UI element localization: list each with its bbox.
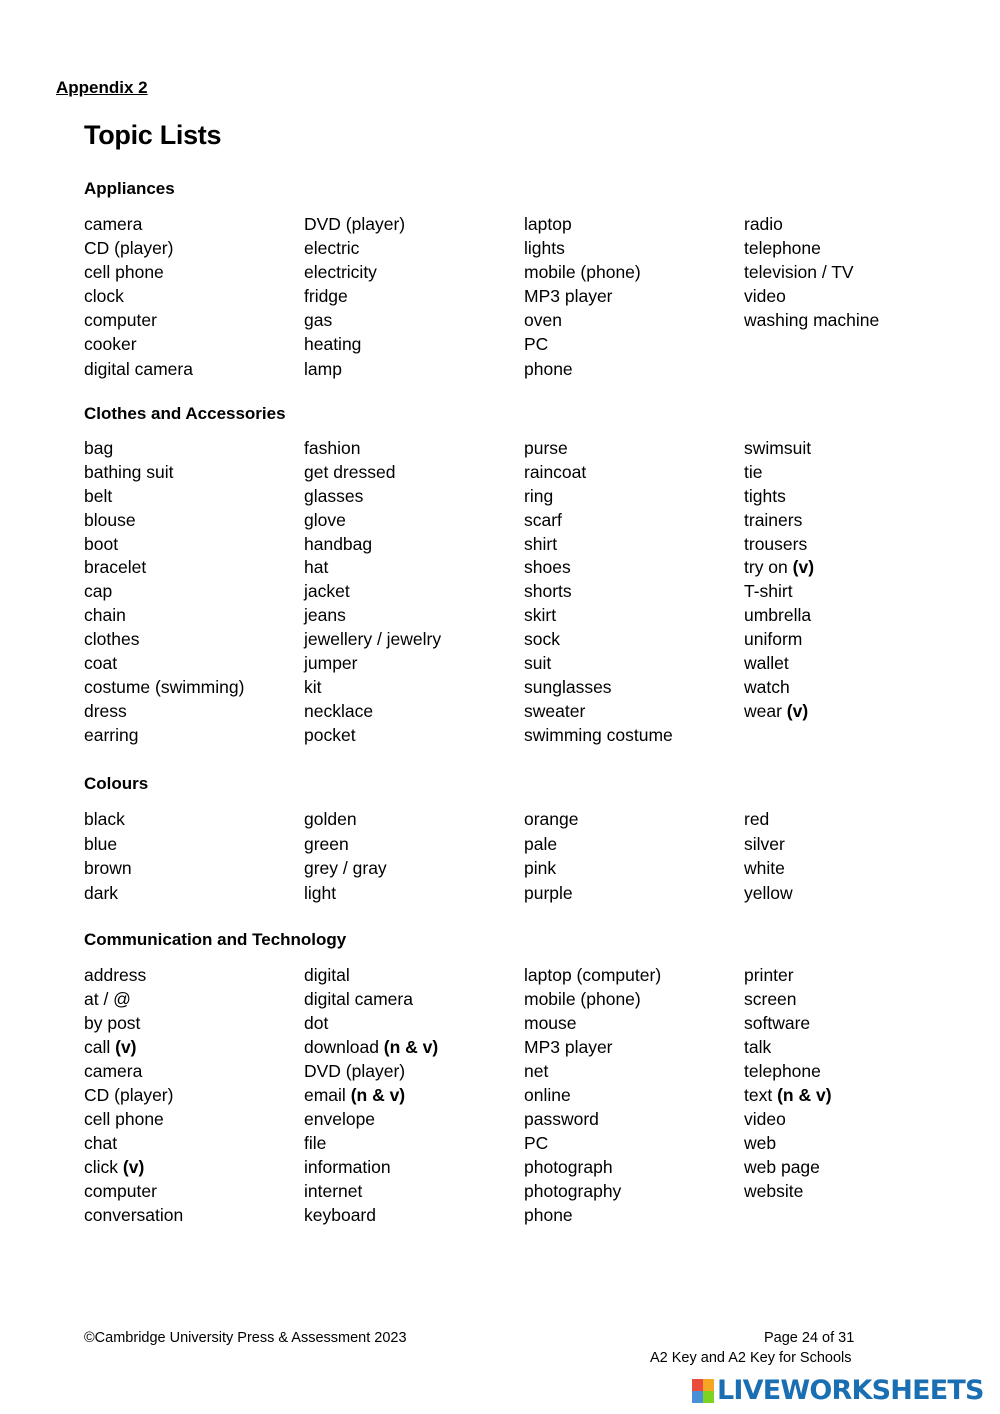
word-item: PC (524, 1133, 549, 1153)
word-item: umbrella (744, 605, 812, 626)
word-item: light (304, 882, 337, 903)
word-column (744, 807, 964, 905)
word-item: wear (v) (744, 700, 809, 721)
word-column (304, 963, 524, 1227)
section-title: Appliances (84, 179, 175, 198)
word-item: hat (304, 557, 329, 578)
word-item: tights (744, 485, 786, 506)
word-item: pink (524, 858, 557, 878)
word-item: fashion (304, 438, 361, 458)
word-item: belt (84, 485, 113, 506)
word-item: mobile (phone) (524, 989, 641, 1009)
word-item: jeans (304, 605, 346, 626)
word-item: cap (84, 581, 113, 602)
word-item: sweater (524, 700, 586, 721)
word-item: try on (v) (744, 557, 815, 578)
word-item: watch (744, 676, 790, 697)
word-column (744, 963, 964, 1227)
word-item: jumper (304, 653, 358, 674)
word-item: red (744, 809, 770, 829)
word-item: lamp (304, 358, 342, 379)
word-item: shoes (524, 557, 571, 578)
word-item: keyboard (304, 1205, 376, 1225)
word-item: at / @ (84, 989, 131, 1009)
word-item: computer (84, 310, 157, 331)
section-appliances (84, 178, 964, 381)
word-item: wallet (744, 653, 789, 674)
word-item: glove (304, 509, 346, 530)
word-column (304, 212, 524, 381)
word-column (744, 437, 964, 748)
word-item: address (84, 965, 147, 985)
footer-copyright: ©Cambridge University Press & Assessment 2023 (84, 1330, 407, 1346)
word-item: telephone (744, 238, 821, 259)
word-item: CD (player) (84, 1085, 174, 1105)
word-item: uniform (744, 629, 803, 650)
word-item: black (84, 809, 125, 829)
word-item: download (n & v) (304, 1037, 439, 1057)
word-item: swimsuit (744, 438, 812, 458)
word-item: dark (84, 882, 119, 903)
word-item: call (v) (84, 1037, 137, 1057)
word-item: internet (304, 1181, 363, 1201)
word-grid (84, 437, 964, 748)
word-item: shirt (524, 533, 558, 554)
word-item: clothes (84, 629, 140, 650)
word-item: digital camera (84, 358, 193, 379)
word-item: sock (524, 629, 560, 650)
word-item: envelope (304, 1109, 376, 1129)
word-item: DVD (player) (304, 1061, 406, 1081)
word-column (524, 807, 744, 905)
word-item: PC (524, 334, 549, 355)
word-item: electric (304, 238, 360, 259)
word-item: purse (524, 438, 568, 458)
word-item: grey / gray (304, 858, 387, 878)
word-column (84, 437, 304, 748)
word-item: scarf (524, 509, 562, 530)
word-item: glasses (304, 485, 364, 506)
word-item: online (524, 1085, 571, 1105)
word-item: jewellery / jewelry (304, 629, 442, 650)
word-item: phone (524, 358, 573, 379)
word-item: orange (524, 809, 579, 829)
word-item: phone (524, 1205, 573, 1225)
word-item: email (n & v) (304, 1085, 406, 1105)
word-item: get dressed (304, 461, 396, 482)
word-item: talk (744, 1037, 772, 1057)
word-item: video (744, 286, 786, 307)
word-column (524, 212, 744, 381)
word-item: file (304, 1133, 327, 1153)
word-item: software (744, 1013, 811, 1033)
word-item: clock (84, 286, 124, 307)
word-item: website (744, 1181, 804, 1201)
section-title: Communication and Technology (84, 930, 347, 949)
logo-square (703, 1391, 714, 1403)
word-column (744, 212, 964, 381)
section-title: Clothes and Accessories (84, 404, 286, 423)
section-communication-and-technology (84, 929, 964, 1227)
word-item: white (744, 858, 785, 878)
word-item: DVD (player) (304, 214, 406, 234)
word-item: chat (84, 1133, 118, 1153)
word-item: gas (304, 310, 333, 331)
word-item: kit (304, 676, 322, 697)
word-item: net (524, 1061, 549, 1081)
word-item: MP3 player (524, 286, 613, 307)
word-column (304, 437, 524, 748)
section-clothes-and-accessories (84, 403, 964, 748)
word-item: screen (744, 989, 797, 1009)
appendix-label: Appendix 2 (56, 78, 148, 97)
word-item: ring (524, 485, 554, 506)
logo-square (692, 1391, 703, 1403)
word-column (84, 212, 304, 381)
word-item: pale (524, 833, 558, 854)
word-item: green (304, 833, 349, 854)
word-item: electricity (304, 262, 377, 283)
word-item: web (744, 1133, 777, 1153)
word-item: by post (84, 1013, 141, 1033)
word-item: digital camera (304, 989, 413, 1009)
word-item: camera (84, 214, 143, 234)
word-item: photography (524, 1181, 622, 1201)
liveworksheets-logo-icon (692, 1379, 714, 1403)
word-item: mobile (phone) (524, 262, 641, 283)
word-item: photograph (524, 1157, 613, 1177)
word-item: sunglasses (524, 676, 612, 697)
word-item: earring (84, 724, 139, 745)
word-item: purple (524, 882, 573, 903)
word-item: heating (304, 334, 362, 355)
page-title: Topic Lists (84, 120, 222, 150)
word-item: chain (84, 605, 126, 626)
word-item: camera (84, 1061, 143, 1081)
word-item: brown (84, 858, 132, 878)
word-item: cell phone (84, 1109, 164, 1129)
word-item: printer (744, 965, 794, 985)
word-item: bracelet (84, 557, 147, 578)
word-item: trainers (744, 509, 803, 530)
word-item: suit (524, 653, 552, 674)
word-item: T-shirt (744, 581, 793, 602)
footer-page-number: Page 24 of 31 (764, 1330, 855, 1346)
word-item: costume (swimming) (84, 676, 245, 697)
word-item: cooker (84, 334, 137, 355)
word-item: yellow (744, 882, 793, 903)
liveworksheets-brand[interactable] (692, 1374, 984, 1408)
word-item: shorts (524, 581, 572, 602)
footer-exam-title: A2 Key and A2 Key for Schools (650, 1350, 852, 1366)
word-item: handbag (304, 533, 373, 554)
word-item: dot (304, 1013, 329, 1033)
word-grid (84, 212, 964, 381)
word-item: web page (744, 1157, 820, 1177)
word-item: blouse (84, 509, 136, 530)
word-item: trousers (744, 533, 808, 554)
word-item: bag (84, 438, 114, 458)
word-item: conversation (84, 1205, 184, 1225)
word-item: text (n & v) (744, 1085, 832, 1105)
section-title: Colours (84, 774, 149, 793)
word-item: computer (84, 1181, 157, 1201)
word-item: cell phone (84, 262, 164, 283)
word-item: fridge (304, 286, 348, 307)
word-item: pocket (304, 724, 356, 745)
word-item: click (v) (84, 1157, 145, 1177)
word-item: skirt (524, 605, 557, 626)
word-item: CD (player) (84, 238, 174, 259)
word-item: golden (304, 809, 357, 829)
word-item: television / TV (744, 262, 854, 283)
word-item: necklace (304, 700, 374, 721)
word-column (524, 437, 744, 748)
word-item: digital (304, 965, 350, 985)
word-item: swimming costume (524, 724, 673, 745)
word-item: silver (744, 833, 785, 854)
word-item: laptop (computer) (524, 965, 662, 985)
word-column (84, 963, 304, 1227)
word-item: blue (84, 833, 118, 854)
word-item: dress (84, 700, 127, 721)
word-grid (84, 963, 964, 1227)
word-item: mouse (524, 1013, 577, 1033)
word-item: video (744, 1109, 786, 1129)
word-column (84, 807, 304, 905)
word-item: boot (84, 533, 119, 554)
word-item: radio (744, 214, 783, 234)
logo-square (692, 1379, 703, 1391)
word-item: telephone (744, 1061, 821, 1081)
word-item: MP3 player (524, 1037, 613, 1057)
word-item: bathing suit (84, 461, 174, 482)
brand-name: LIVEWORKSHEETS (717, 1375, 984, 1406)
word-item: laptop (524, 214, 572, 234)
word-item: oven (524, 310, 562, 331)
section-colours (84, 773, 964, 905)
word-item: raincoat (524, 461, 587, 482)
logo-square (703, 1379, 714, 1391)
word-item: information (304, 1157, 391, 1177)
word-item: password (524, 1109, 599, 1129)
word-item: washing machine (744, 310, 880, 331)
word-item: lights (524, 238, 565, 259)
word-item: coat (84, 653, 118, 674)
word-grid (84, 807, 964, 905)
word-item: tie (744, 461, 763, 482)
word-item: jacket (304, 581, 350, 602)
word-column (304, 807, 524, 905)
word-column (524, 963, 744, 1227)
